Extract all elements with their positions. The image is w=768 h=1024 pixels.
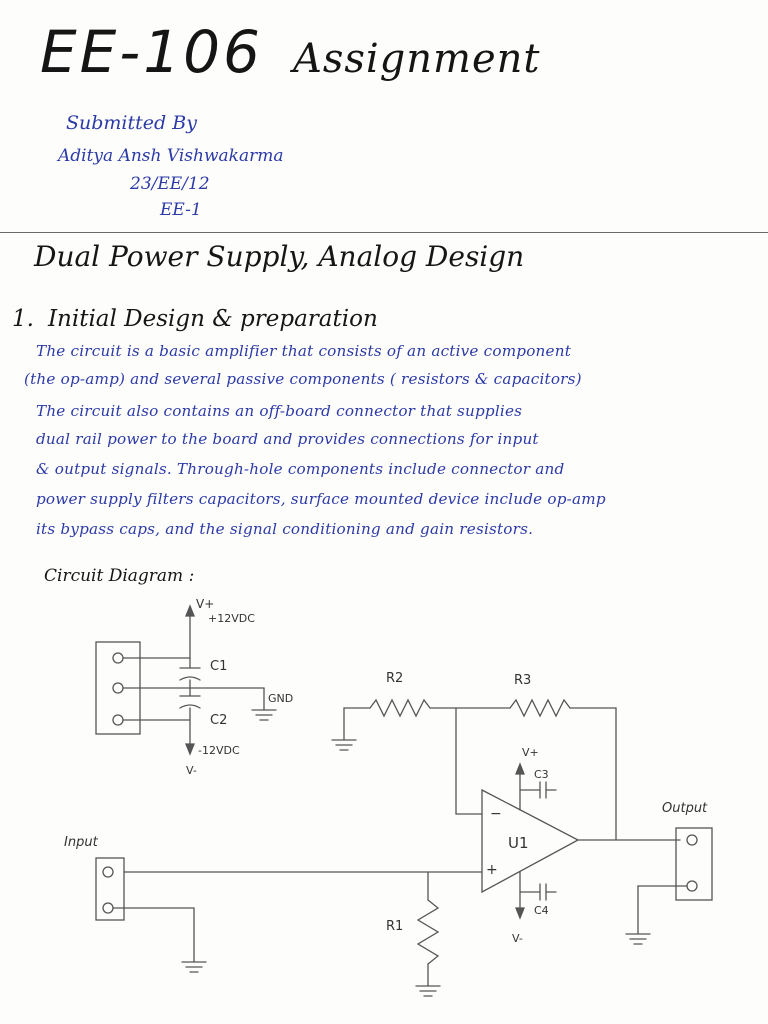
- c2-label: C2: [210, 713, 228, 728]
- opamp-vminus-label: V-: [512, 932, 523, 945]
- non-inverting-input-sign: +: [486, 862, 498, 878]
- connector-pin: [103, 903, 113, 913]
- r2-label: R2: [386, 671, 404, 686]
- output-label: Output: [662, 801, 708, 816]
- title-word: Assignment: [292, 36, 541, 82]
- opamp-vplus-label: V+: [522, 746, 539, 759]
- vplus-label: V+: [196, 597, 215, 611]
- c4-label: C4: [534, 904, 549, 917]
- connector-pin: [103, 867, 113, 877]
- resistor-r3: [510, 700, 570, 716]
- resistor-r2: [370, 700, 430, 716]
- author-section: EE-1: [160, 200, 202, 220]
- body-line: dual rail power to the board and provides connections for input: [36, 430, 539, 448]
- connector-pin: [113, 653, 123, 663]
- inverting-input-sign: −: [490, 806, 502, 822]
- body-line: The circuit is a basic amplifier that consists of an active component: [36, 342, 572, 360]
- section-title: [12, 306, 378, 332]
- course-code: EE-106: [40, 18, 263, 86]
- body-line: power supply filters capacitors, surface mounted device include op-amp: [36, 490, 606, 508]
- author-name: Aditya Ansh Vishwakarma: [58, 146, 284, 166]
- section-title-text: Initial Design & preparation: [47, 306, 378, 332]
- body-line: its bypass caps, and the signal conditioning and gain resistors.: [36, 520, 534, 538]
- c1-label: C1: [210, 659, 228, 674]
- u1-label: U1: [508, 834, 529, 852]
- connector-pin: [687, 835, 697, 845]
- body-line: The circuit also contains an off-board connector that supplies: [36, 402, 523, 420]
- vminus-value-label: -12VDC: [198, 744, 240, 757]
- r3-label: R3: [514, 673, 532, 688]
- connector-pin: [113, 683, 123, 693]
- vplus-value-label: +12VDC: [208, 612, 255, 625]
- c3-label: C3: [534, 768, 549, 781]
- submitted-by-label: Submitted By: [66, 112, 197, 134]
- output-connector: [676, 828, 712, 900]
- header-divider: [0, 232, 768, 233]
- vminus-label: V-: [186, 764, 197, 777]
- r1-label: R1: [386, 919, 404, 934]
- input-label: Input: [64, 835, 98, 850]
- circuit-diagram: [0, 590, 768, 1024]
- section-number: 1.: [12, 306, 34, 332]
- connector-pin: [113, 715, 123, 725]
- author-roll: 23/EE/12: [130, 174, 210, 194]
- body-line: (the op-amp) and several passive components ( resistors & capacitors): [24, 370, 582, 388]
- connector-pin: [687, 881, 697, 891]
- body-line: & output signals. Through-hole components include connector and: [36, 460, 565, 478]
- page-heading: Dual Power Supply, Analog Design: [34, 240, 525, 273]
- gnd-label: GND: [268, 692, 294, 705]
- circuit-diagram-label: Circuit Diagram :: [44, 566, 195, 586]
- resistor-r1: [418, 900, 438, 964]
- assignment-title: [40, 18, 540, 86]
